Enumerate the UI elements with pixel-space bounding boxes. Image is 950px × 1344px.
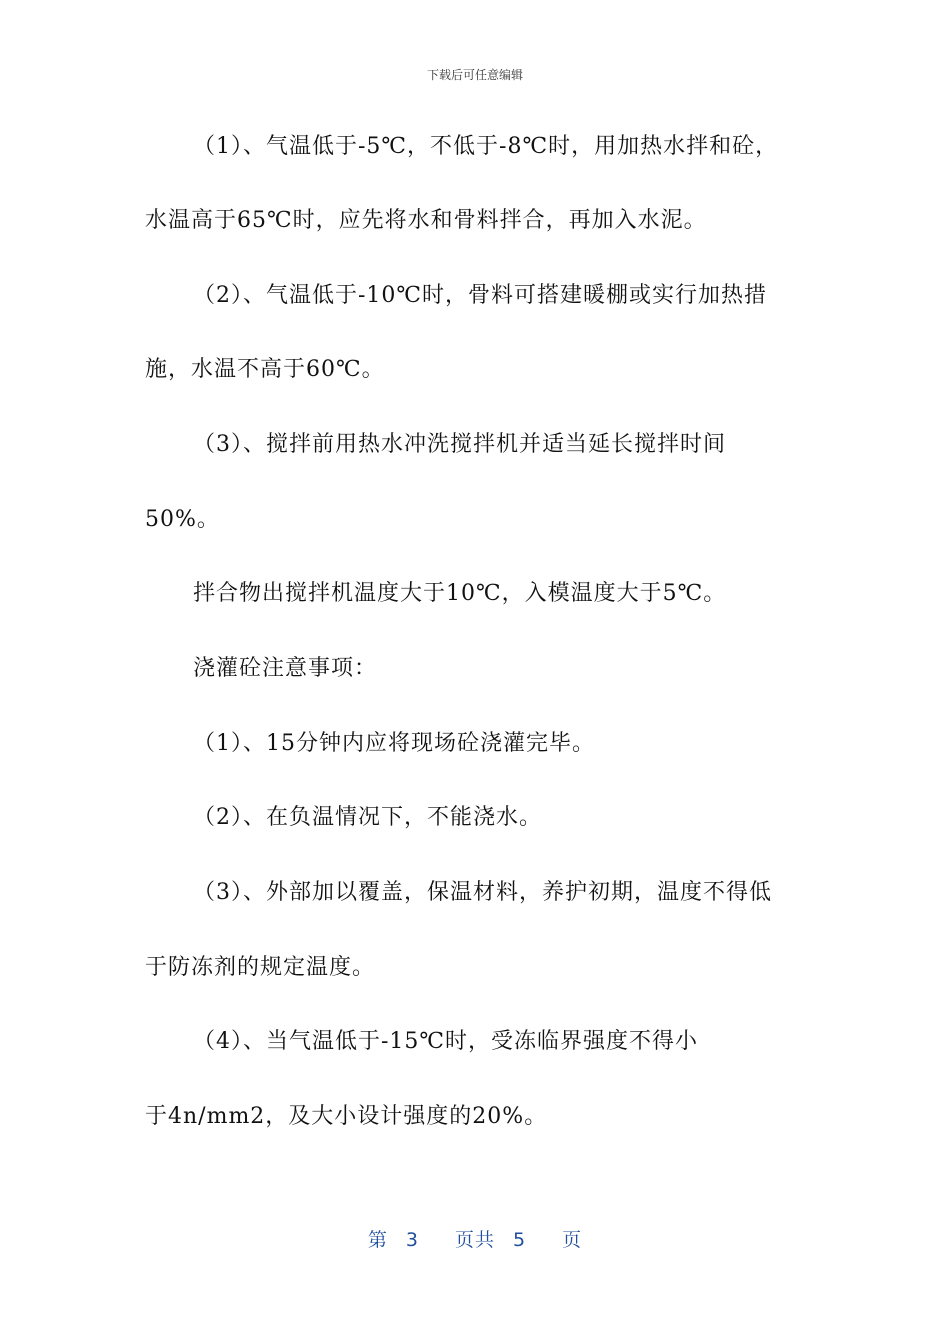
header-note: 下载后可任意编辑 xyxy=(426,68,523,82)
page-number-footer xyxy=(0,1225,950,1252)
paragraph-line: （2）、气温低于-10℃时，骨料可搭建暖棚或实行加热措 xyxy=(193,283,768,308)
page-middle: 页共 xyxy=(454,1229,495,1251)
paragraph-line: 于防冻剂的规定温度。 xyxy=(145,955,376,980)
page-suffix: 页 xyxy=(562,1229,583,1251)
paragraph-line: （4）、当气温低于-15℃时，受冻临界强度不得小 xyxy=(193,1029,699,1054)
paragraph-line: （1）、15分钟内应将现场砼浇灌完毕。 xyxy=(193,731,595,756)
paragraph-line: （2）、在负温情况下，不能浇水。 xyxy=(193,805,542,830)
paragraph-line: 50%。 xyxy=(145,507,220,532)
paragraph-line: （3）、外部加以覆盖，保温材料，养护初期，温度不得低 xyxy=(193,880,772,905)
current-page-number: 3 xyxy=(405,1229,419,1251)
paragraph-line: 于4n/mm2，及大小设计强度的20%。 xyxy=(145,1104,548,1129)
paragraph-line: 水温高于65℃时，应先将水和骨料拌合，再加入水泥。 xyxy=(145,208,707,233)
paragraph-line: 施，水温不高于60℃。 xyxy=(145,357,385,382)
paragraph-line: 拌合物出搅拌机温度大于10℃，入模温度大于5℃。 xyxy=(193,581,727,606)
page-prefix: 第 xyxy=(367,1229,388,1251)
section-heading: 浇灌砼注意事项： xyxy=(193,656,378,681)
paragraph-line: （3）、搅拌前用热水冲洗搅拌机并适当延长搅拌时间 xyxy=(193,432,726,457)
total-pages-number: 5 xyxy=(513,1229,527,1251)
paragraph-line: （1）、气温低于-5℃，不低于-8℃时，用加热水拌和砼， xyxy=(193,134,779,159)
